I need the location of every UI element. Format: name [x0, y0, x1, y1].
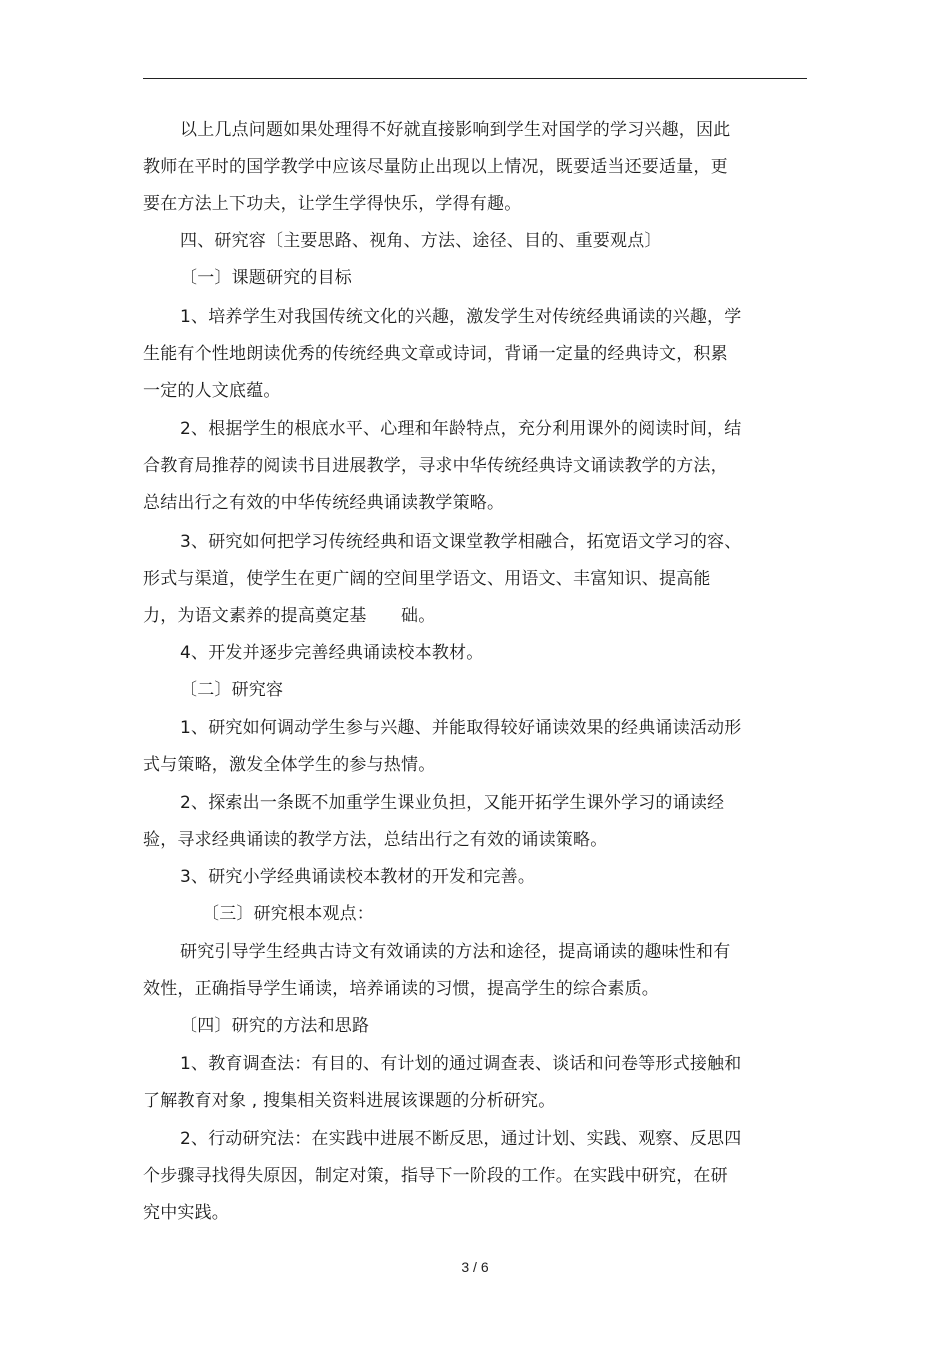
text-line: 1、研究如何调动学生参与兴趣、并能取得较好诵读效果的经典诵读活动形 [180, 718, 742, 738]
text-line: 验，寻求经典诵读的教学方法，总结出行之有效的诵读策略。 [143, 830, 608, 850]
subsection-heading: 〔四〕研究的方法和思路 [180, 1016, 370, 1036]
text-line: 要在方法上下功夫，让学生学得快乐，学得有趣。 [143, 194, 522, 214]
text-line: 2、行动研究法：在实践中进展不断反思，通过计划、实践、观察、反思四 [180, 1129, 742, 1149]
text-line: 2、根据学生的根底水平、心理和年龄特点，充分利用课外的阅读时间，结 [180, 419, 742, 439]
text-line: 总结出行之有效的中华传统经典诵读教学策略。 [143, 493, 505, 513]
text-line: 2、探索出一条既不加重学生课业负担，又能开拓学生课外学习的诵读经 [180, 793, 725, 813]
text-line: 3、研究如何把学习传统经典和语文课堂教学相融合，拓宽语文学习的容、 [180, 532, 742, 552]
header-rule [143, 78, 807, 79]
text-line: 3、研究小学经典诵读校本教材的开发和完善。 [180, 867, 536, 887]
text-line: 合教育局推荐的阅读书目进展教学，寻求中华传统经典诗文诵读教学的方法， [143, 456, 728, 476]
text-line: 式与策略，激发全体学生的参与热情。 [143, 755, 436, 775]
subsection-heading: 〔三〕研究根本观点： [202, 904, 374, 924]
text-line: 力，为语文素养的提高奠定基 础。 [143, 606, 436, 626]
text-line: 研究引导学生经典古诗文有效诵读的方法和途径，提高诵读的趣味性和有 [180, 942, 731, 962]
text-line: 1、教育调查法：有目的、有计划的通过调查表、谈话和问卷等形式接触和 [180, 1054, 742, 1074]
section-heading: 四、研究容〔主要思路、视角、方法、途径、目的、重要观点〕 [180, 231, 662, 251]
text-line: 教师在平时的国学教学中应该尽量防止出现以上情况，既要适当还要适量，更 [143, 157, 728, 177]
text-line: 个步骤寻找得失原因，制定对策，指导下一阶段的工作。在实践中研究，在研 [143, 1166, 728, 1186]
text-line: 4、开发并逐步完善经典诵读校本教材。 [180, 643, 484, 663]
text-line: 一定的人文底蕴。 [143, 381, 281, 401]
text-line: 生能有个性地朗读优秀的传统经典文章或诗词，背诵一定量的经典诗文，积累 [143, 344, 728, 364]
text-line: 效性，正确指导学生诵读，培养诵读的习惯，提高学生的综合素质。 [143, 979, 659, 999]
text-line: 1、培养学生对我国传统文化的兴趣，激发学生对传统经典诵读的兴趣，学 [180, 307, 742, 327]
text-line: 以上几点问题如果处理得不好就直接影响到学生对国学的学习兴趣，因此 [180, 120, 731, 140]
page-number: 3 / 6 [461, 1259, 489, 1275]
subsection-heading: 〔二〕研究容 [180, 680, 284, 700]
subsection-heading: 〔一〕课题研究的目标 [180, 268, 352, 288]
text-line: 究中实践。 [143, 1203, 229, 1223]
text-line: 了解教育对象 , 搜集相关资料进展该课题的分析研究。 [143, 1091, 556, 1111]
text-line: 形式与渠道，使学生在更广阔的空间里学语文、用语文、丰富知识、提高能 [143, 569, 711, 589]
